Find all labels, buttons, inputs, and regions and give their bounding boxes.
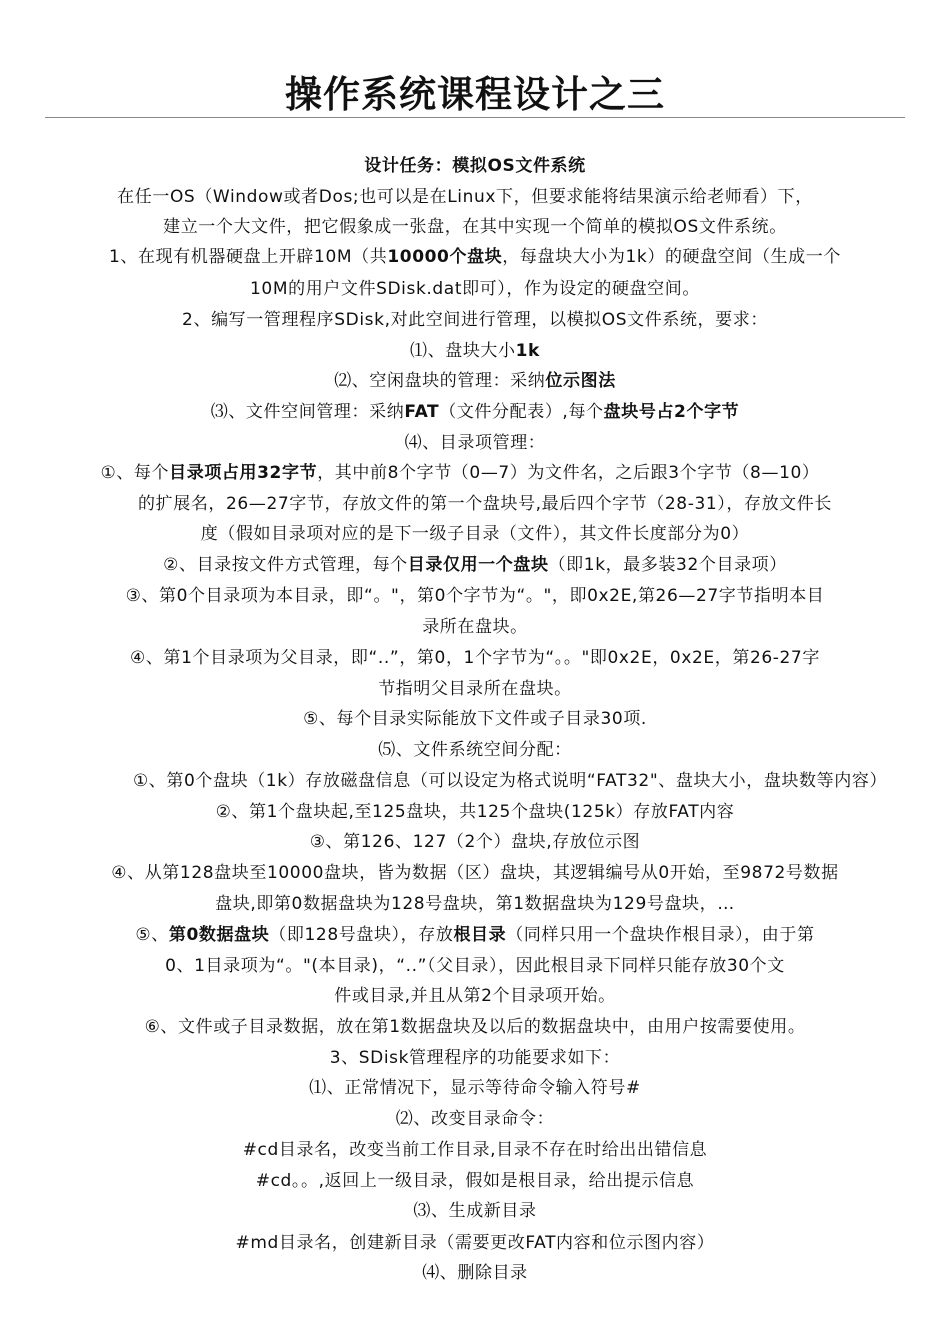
bold-text: 目录仅用一个盘块	[407, 555, 549, 575]
text-segment: ①、第0个盘块（1k）存放磁盘信息（可以设定为格式说明“FAT32"、盘块大小，盘块数等内容）	[132, 771, 888, 791]
bold-text: 设计任务：模拟OS文件系统	[364, 156, 586, 176]
text-segment: ⑤、	[135, 925, 169, 945]
text-segment: ①、每个	[100, 463, 170, 483]
text-line	[0, 1077, 950, 1099]
text-line	[0, 647, 950, 669]
text-segment: 建立一个大文件，把它假象成一张盘，在其中实现一个简单的模拟OS文件系统。	[163, 217, 787, 237]
text-segment: 2、编写一管理程序SDisk,对此空间进行管理，以模拟OS文件系统，要求：	[182, 310, 768, 330]
text-segment: 盘块,即第0数据盘块为128号盘块，第1数据盘块为129号盘块，…	[215, 894, 735, 914]
text-segment: ，每盘块大小为1k）的硬盘空间（生成一个	[502, 247, 841, 267]
bold-text: 10000个盘块	[387, 247, 503, 267]
bold-text: FAT	[404, 402, 440, 422]
text-segment: （即128号盘块），存放	[269, 925, 454, 945]
text-line	[0, 955, 950, 977]
text-segment: ④、第1个目录项为父目录，即“..”，第0，1个字节为“。。"即0x2E，0x2E，第26-27字	[130, 648, 820, 668]
text-segment: ⑤、每个目录实际能放下文件或子目录30项.	[303, 709, 647, 729]
text-segment: ③、第0个目录项为本目录，即“。"，第0个字节为“。"，即0x2E,第26—27字节指明本目	[125, 586, 825, 606]
text-line	[0, 985, 950, 1007]
text-segment: ⑵、空闲盘块的管理：采纳	[334, 371, 546, 391]
text-segment: ③、第126、127（2个）盘块,存放位示图	[309, 832, 641, 852]
text-line	[0, 246, 950, 268]
text-segment: 件或目录,并且从第2个目录项开始。	[334, 986, 616, 1006]
text-line	[0, 893, 950, 915]
text-segment: #cd。。,返回上一级目录，假如是根目录，给出提示信息	[255, 1171, 695, 1191]
text-line	[0, 739, 950, 761]
text-line	[0, 1108, 950, 1130]
text-segment: ⑶、文件空间管理：采纳	[210, 402, 405, 422]
text-line	[0, 401, 950, 423]
text-segment: 10M的用户文件SDisk.dat即可），作为设定的硬盘空间。	[250, 279, 700, 299]
text-line	[0, 1200, 950, 1222]
text-segment: （同样只用一个盘块作根目录），由于第	[506, 925, 815, 945]
text-line	[0, 862, 950, 884]
text-line	[0, 1016, 950, 1038]
text-line	[0, 523, 950, 545]
text-line	[0, 1262, 950, 1284]
text-line	[0, 831, 950, 853]
bold-text: 1k	[515, 341, 540, 361]
text-segment: 度（假如目录项对应的是下一级子目录（文件），其文件长度部分为0）	[200, 524, 750, 544]
text-line	[0, 186, 940, 208]
text-line	[0, 1139, 950, 1161]
text-segment: 1、在现有机器硬盘上开辟10M（共	[109, 247, 388, 267]
text-line	[0, 309, 950, 331]
text-segment: （即1k，最多装32个目录项）	[548, 555, 787, 575]
text-line	[0, 278, 950, 300]
text-segment: 0、1目录项为“。"(本目录)，“..”（父目录），因此根目录下同样只能存放30个文	[165, 956, 785, 976]
bold-text: 根目录	[453, 925, 507, 945]
text-segment: 录所在盘块。	[422, 617, 528, 637]
text-segment: #cd目录名，改变当前工作目录,目录不存在时给出出错信息	[242, 1140, 708, 1160]
text-line	[0, 585, 950, 607]
text-segment: ②、第1个盘块起,至125盘块，共125个盘块(125k）存放FAT内容	[215, 802, 735, 822]
text-segment: 的扩展名，26—27字节，存放文件的第一个盘块号,最后四个字节（28-31），存放文件长	[138, 494, 832, 514]
text-line	[35, 770, 950, 792]
text-line	[10, 493, 950, 515]
bold-text: 目录项占用32字节	[169, 463, 318, 483]
text-line	[0, 432, 950, 454]
text-segment: ⑷、删除目录	[422, 1263, 528, 1283]
bold-text: 第0数据盘块	[168, 925, 270, 945]
text-line	[0, 340, 950, 362]
text-line	[0, 1047, 950, 1069]
text-line	[0, 370, 950, 392]
text-segment: （文件分配表）,每个	[439, 402, 604, 422]
document-title: 操作系统课程设计之三	[285, 72, 665, 116]
text-segment: ④、从第128盘块至10000盘块，皆为数据（区）盘块，其逻辑编号从0开始，至9872号数据	[111, 863, 839, 883]
text-segment: 3、SDisk管理程序的功能要求如下：	[329, 1048, 621, 1068]
text-segment: ②、目录按文件方式管理，每个	[163, 555, 408, 575]
text-line	[0, 801, 950, 823]
text-line	[0, 708, 950, 730]
title-divider	[45, 117, 905, 118]
text-line	[0, 924, 950, 946]
bold-text: 盘块号占2个字节	[603, 402, 740, 422]
text-line	[0, 616, 950, 638]
text-line	[0, 216, 950, 238]
text-segment: #md目录名，创建新目录（需要更改FAT内容和位示图内容）	[235, 1233, 715, 1253]
text-segment: 在任一OS（Window或者Dos;也可以是在Linux下，但要求能将结果演示给老师看）下，	[117, 187, 813, 207]
text-line	[0, 155, 950, 177]
text-segment: ⑸、文件系统空间分配：	[378, 740, 572, 760]
text-segment: 节指明父目录所在盘块。	[378, 679, 572, 699]
text-line	[0, 1170, 950, 1192]
text-segment: ⑵、改变目录命令：	[395, 1109, 555, 1129]
text-segment: ⑴、正常情况下，显示等待命令输入符号#	[309, 1078, 641, 1098]
text-line	[0, 678, 950, 700]
text-segment: ⑷、目录项管理：	[404, 433, 546, 453]
text-line	[0, 462, 935, 484]
text-line	[0, 554, 950, 576]
bold-text: 位示图法	[545, 371, 616, 391]
text-segment: ，其中前8个字节（0—7）为文件名，之后跟3个字节（8—10）	[317, 463, 820, 483]
text-line	[0, 1232, 950, 1254]
text-segment: ⑴、盘块大小	[410, 341, 516, 361]
text-segment: ⑥、文件或子目录数据，放在第1数据盘块及以后的数据盘块中，由用户按需要使用。	[144, 1017, 806, 1037]
text-segment: ⑶、生成新目录	[413, 1201, 537, 1221]
